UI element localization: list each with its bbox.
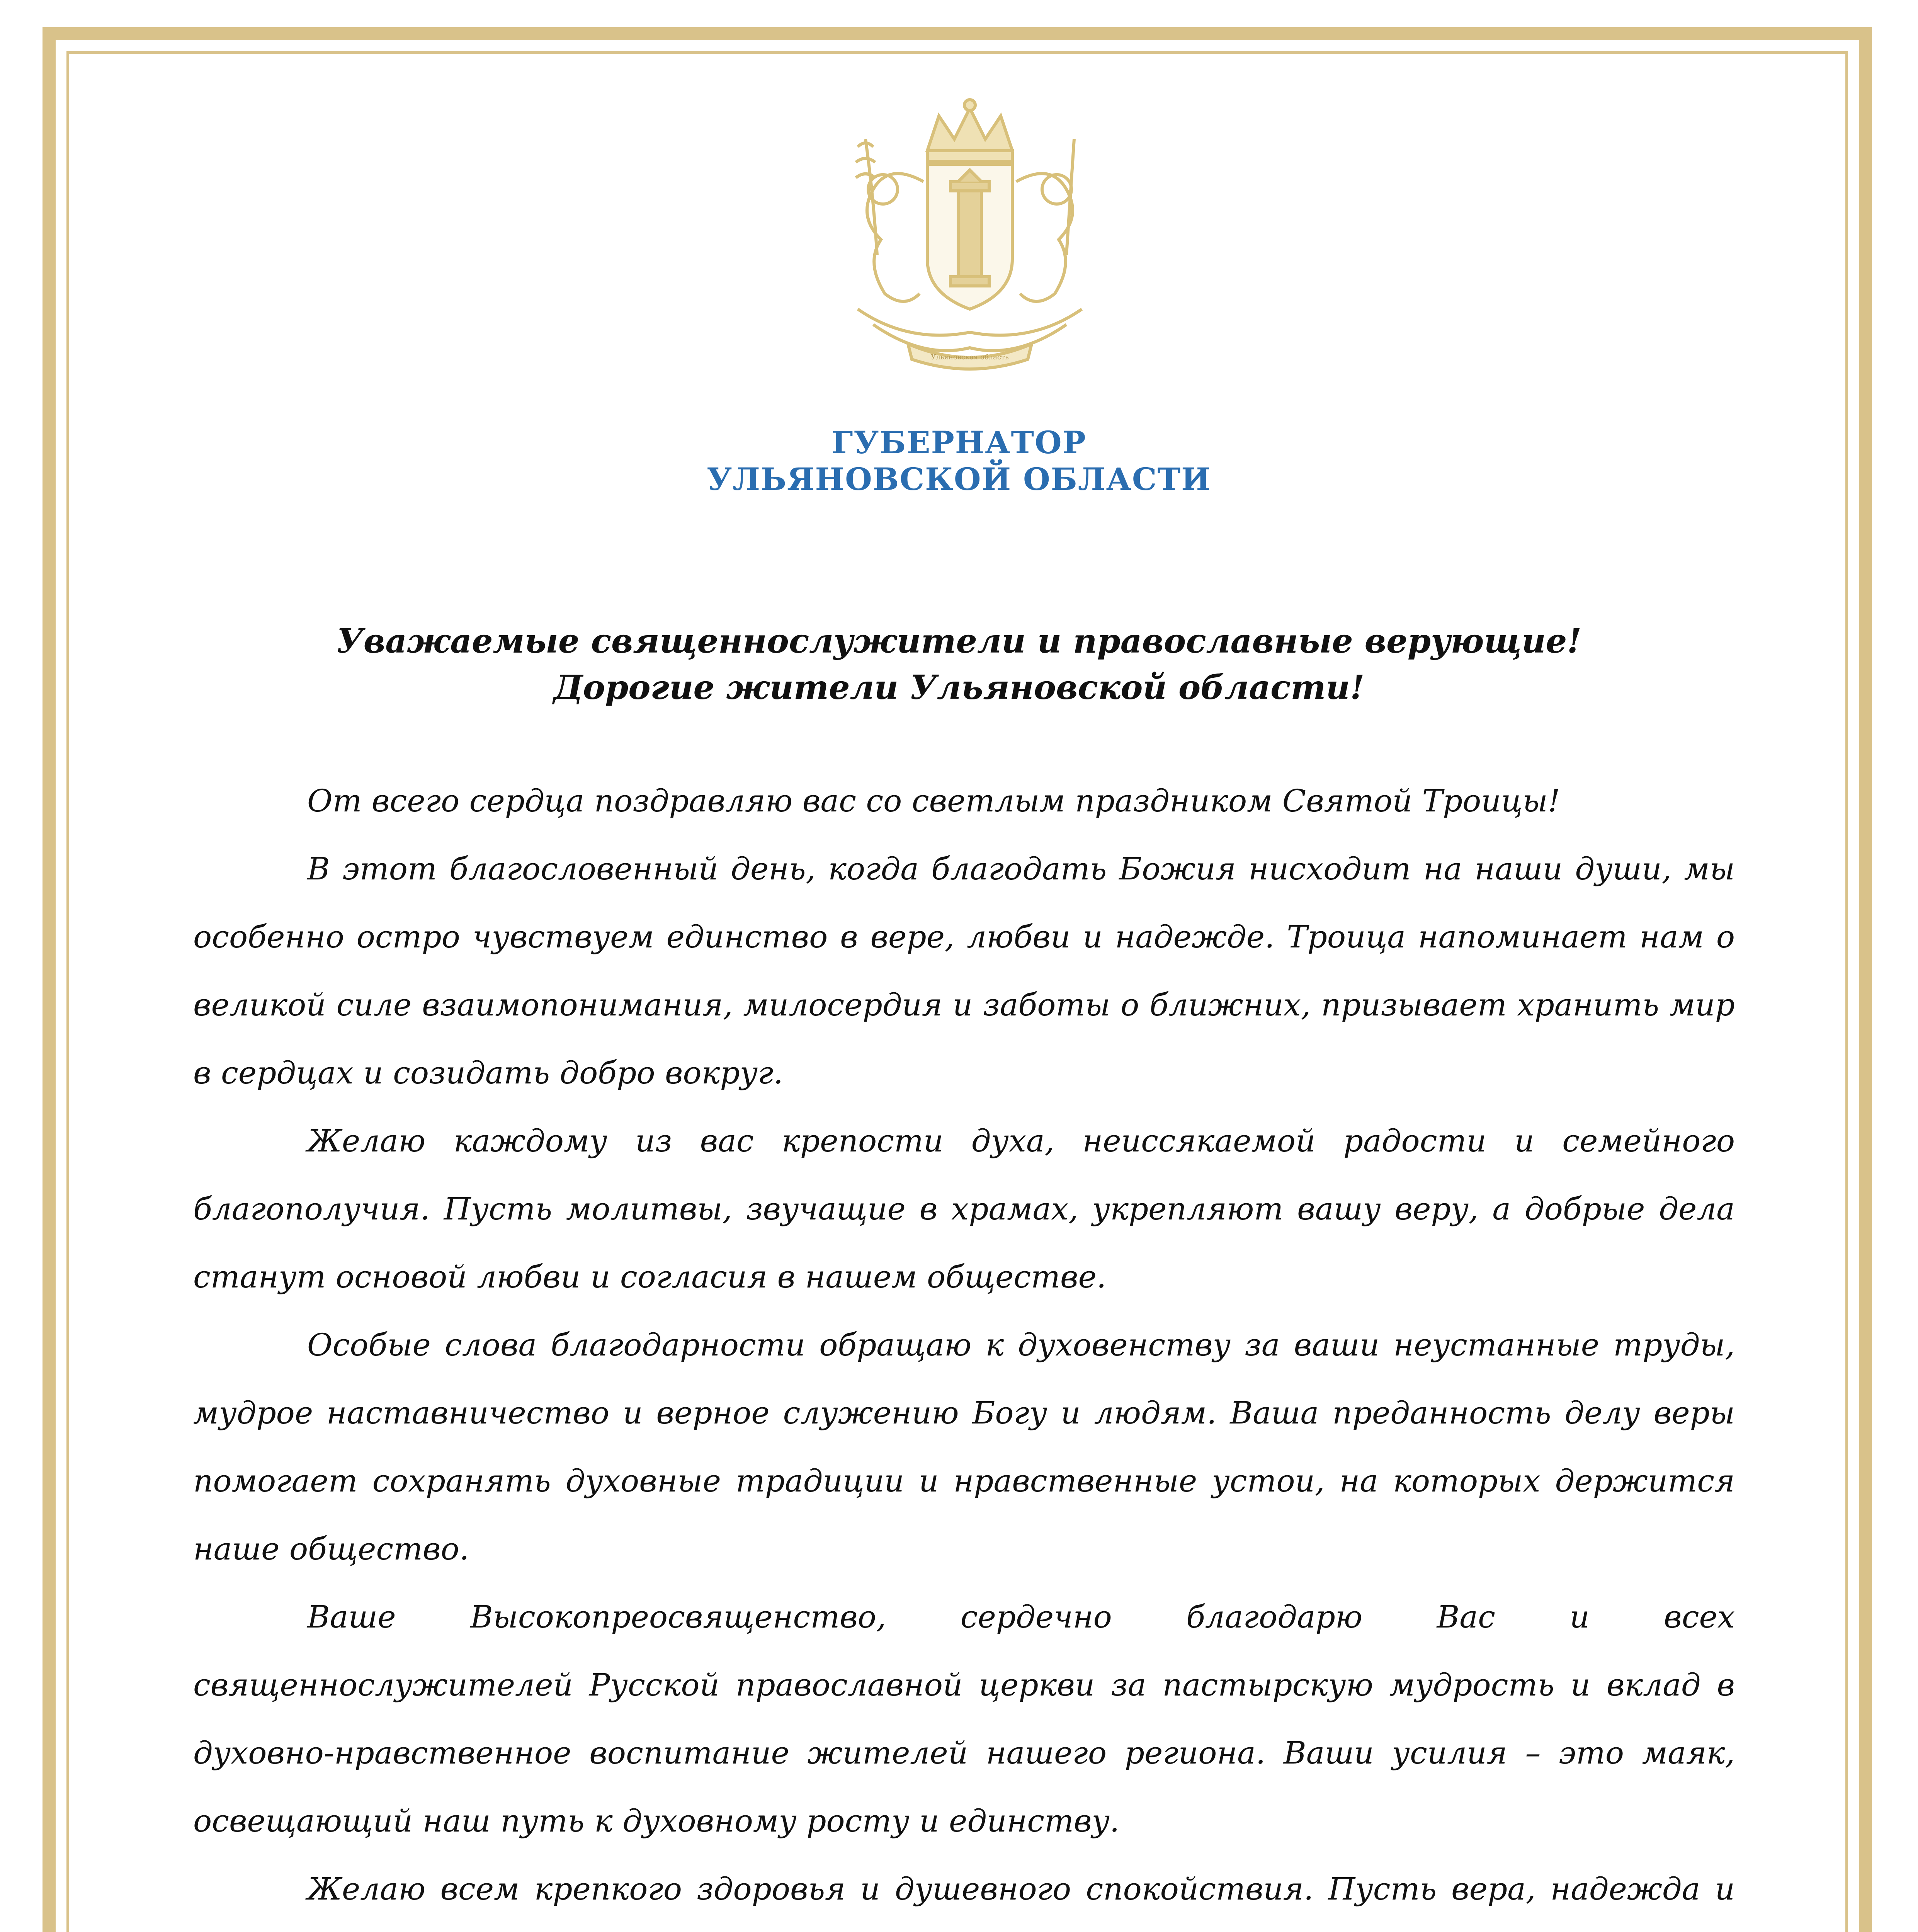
paragraph: В этот благословенный день, когда благодать Божия нисходит на наши души, мы особенно остро чувствуем единство в вере, любви и надежде. Троица напоминает нам о великой силе взаимопонимания, милосердия и заботы о ближних, призывает хранить мир в сердцах и созидать добро вокруг.: [193, 851, 1735, 1091]
greeting-line1: Уважаемые священнослужители и православные верующие!: [336, 622, 1582, 661]
paragraph: Желаю всем крепкого здоровья и душевного спокойствия. Пусть вера, надежда и: [307, 1871, 1735, 1907]
paragraph: Ваше Высокопреосвященство, сердечно благодарю Вас и всех священнослужителей Русской православной церкви за пастырскую мудрость и вклад в духовно-нравственное воспитание жителей нашего региона. Ваши усилия – это маяк, освещающий наш путь к духовному росту и единству.: [193, 1599, 1735, 1839]
org-title-line1: ГУБЕРНАТОР: [831, 424, 1087, 461]
org-title-line2: УЛЬЯНОВСКОЙ ОБЛАСТИ: [707, 461, 1211, 497]
greeting-line2: Дорогие жители Ульяновской области!: [553, 668, 1365, 707]
coat-of-arms-emblem: [811, 93, 1128, 379]
paragraph: Особые слова благодарности обращаю к духовенству за ваши неустанные труды, мудрое наставничество и верное служению Богу и людям. Ваша преданность делу веры помогает сохранять духовные традиции и нравственные устои, на которых держится наше общество.: [193, 1327, 1735, 1567]
letter-body: [193, 767, 1735, 1932]
emblem-motto: Ульяновская область: [931, 353, 1009, 361]
paragraph: Желаю каждому из вас крепости духа, неиссякаемой радости и семейного благополучия. Пусть молитвы, звучащие в храмах, укрепляют вашу веру, а добрые дела станут основой любви и согласия в нашем обществе.: [193, 1123, 1735, 1295]
paragraph: От всего сердца поздравляю вас со светлым праздником Святой Троицы!: [307, 783, 1560, 819]
